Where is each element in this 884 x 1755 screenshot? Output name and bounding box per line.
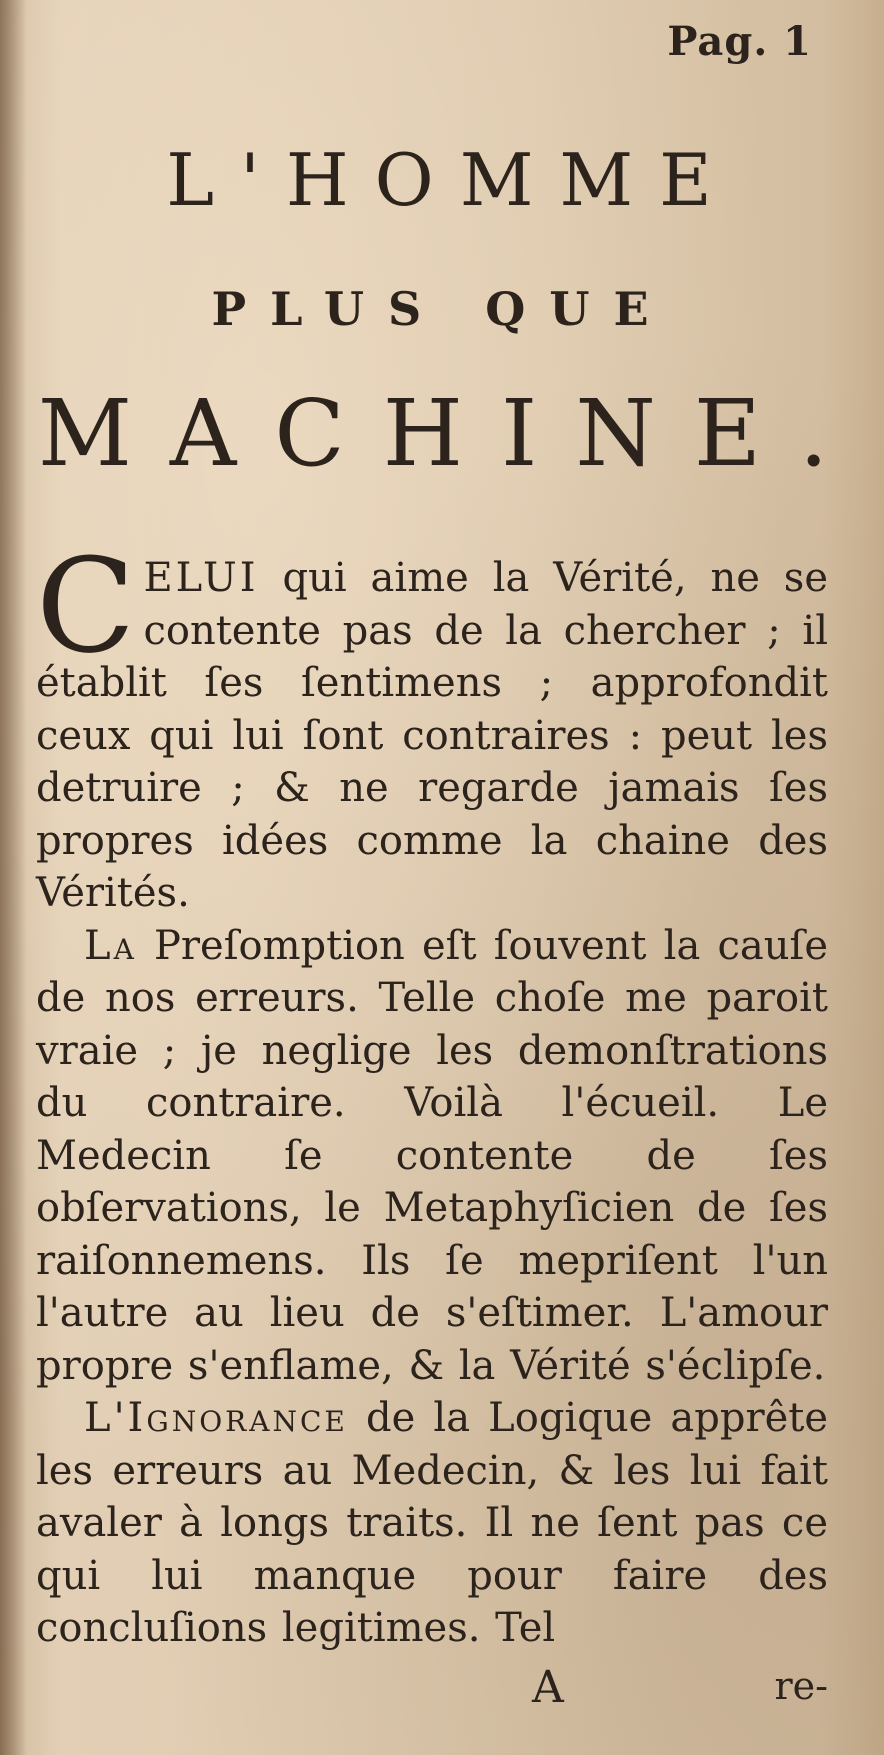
paragraph-text: de la Logique apprête les erreurs au Medecin, & les lui fait avaler à longs traits. Il ne ſent pas ce qui lui manque pour faire des concluſions legitimes. Tel	[36, 1395, 828, 1651]
drop-cap: C	[36, 530, 136, 682]
paragraph-text: Preſomption eſt ſouvent la cauſe de nos erreurs. Telle choſe me paroit vraie ; je neglige les demonſtrations du contraire. Voilà l'écueil. Le Medecin ſe contente de ſes obſervations, le Metaphyſicien de ſes raiſonnemens. Ils ſe mepriſent l'un l'autre au lieu de s'eſtimer. L'amour propre s'enflame, & la Vérité s'éclipſe.	[36, 922, 828, 1389]
title-line-1: L'HOMME	[166, 138, 738, 222]
paragraph-lead: ELUI	[143, 555, 259, 601]
paragraph-lead: L'Ignorance	[84, 1395, 348, 1441]
paragraph-2	[36, 920, 828, 1393]
title-line-2: PLUS QUE	[211, 282, 673, 336]
body-text	[36, 530, 828, 1655]
paragraph-text: qui aime la Vérité, ne se contente pas de la chercher ; il établit ſes ſentimens ; approfondit ceux qui lui ſont contraires : peut les detruire ; & ne regarde jamais ſes propres idées comme la chaine des Vérités.	[36, 555, 828, 916]
paragraph-3	[36, 1392, 828, 1655]
paragraph-1	[36, 530, 828, 920]
signature-mark: A	[532, 1662, 564, 1713]
page-number: Pag. 1	[667, 18, 812, 65]
catchword: re-	[774, 1664, 828, 1708]
title-line-3: MACHINE.	[37, 380, 867, 487]
paragraph-lead: La	[84, 922, 137, 969]
binding-shadow	[0, 0, 26, 1755]
